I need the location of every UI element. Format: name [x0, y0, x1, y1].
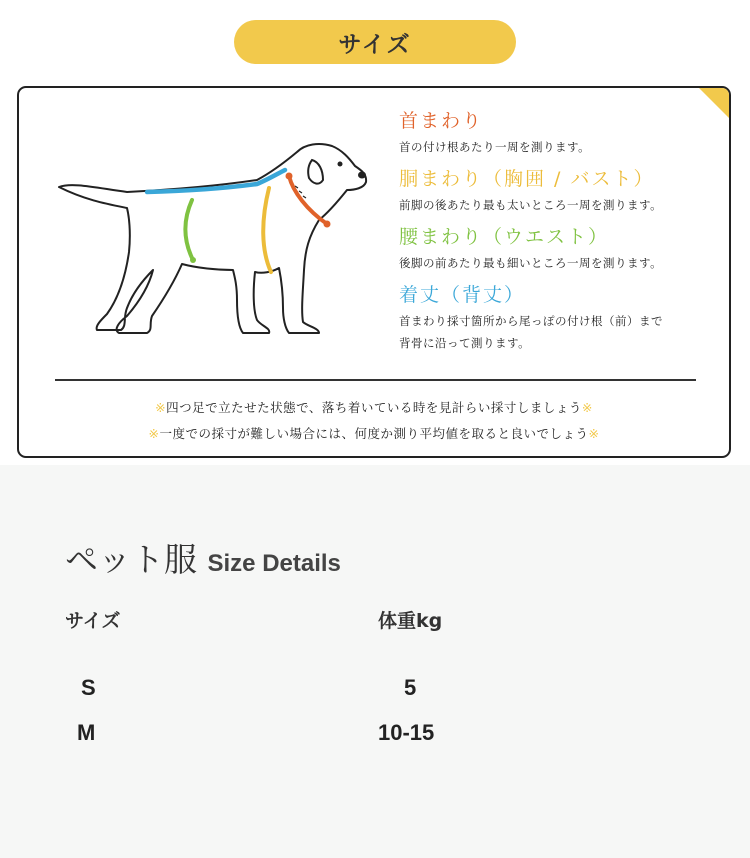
dog-illustration — [57, 140, 387, 340]
row-size-s: S — [81, 675, 96, 700]
chest-title: 胴まわり（胸囲 / バスト） — [399, 168, 655, 190]
asterisk-icon: ※ — [581, 400, 593, 415]
asterisk-icon: ※ — [148, 426, 160, 441]
row-weight-s: 5 — [404, 675, 417, 700]
chest-desc: 前脚の後あたり最も太いところ一周を測ります。 — [399, 198, 663, 212]
row-size-m: M — [77, 720, 96, 745]
title-jp: ペット服 — [65, 540, 197, 579]
row-weight-m: 10-15 — [378, 720, 435, 745]
note-line-1 — [19, 398, 729, 416]
title-en: Size Details — [207, 550, 341, 577]
waist-title: 腰まわり（ウエスト） — [399, 226, 610, 248]
length-desc-1: 首まわり採寸箇所から尾っぽの付け根（前）まで — [399, 314, 663, 328]
card-divider — [55, 379, 696, 381]
size-header-pill: サイズ — [234, 20, 516, 64]
note-line-2 — [19, 424, 729, 442]
waist-desc: 後脚の前あたり最も細いところ一周を測ります。 — [399, 256, 663, 270]
measurement-card — [17, 86, 731, 458]
note-text-2: 一度での採寸が難しい場合には、何度か測り平均値を取ると良いでしょう — [159, 426, 589, 441]
length-title: 着丈（背丈） — [399, 284, 526, 306]
column-header-size: サイズ — [65, 610, 121, 632]
neck-title: 首まわり — [399, 110, 484, 132]
asterisk-icon: ※ — [588, 426, 600, 441]
measurement-list — [399, 108, 719, 362]
neck-desc: 首の付け根あたり一周を測ります。 — [399, 140, 591, 154]
length-desc-2: 背骨に沿って測ります。 — [399, 336, 531, 350]
asterisk-icon: ※ — [155, 400, 167, 415]
size-details-title — [65, 534, 341, 581]
note-text-1: 四つ足で立たせた状態で、落ち着いている時を見計らい採寸しましょう — [166, 400, 582, 415]
column-header-weight: 体重kg — [378, 610, 443, 632]
